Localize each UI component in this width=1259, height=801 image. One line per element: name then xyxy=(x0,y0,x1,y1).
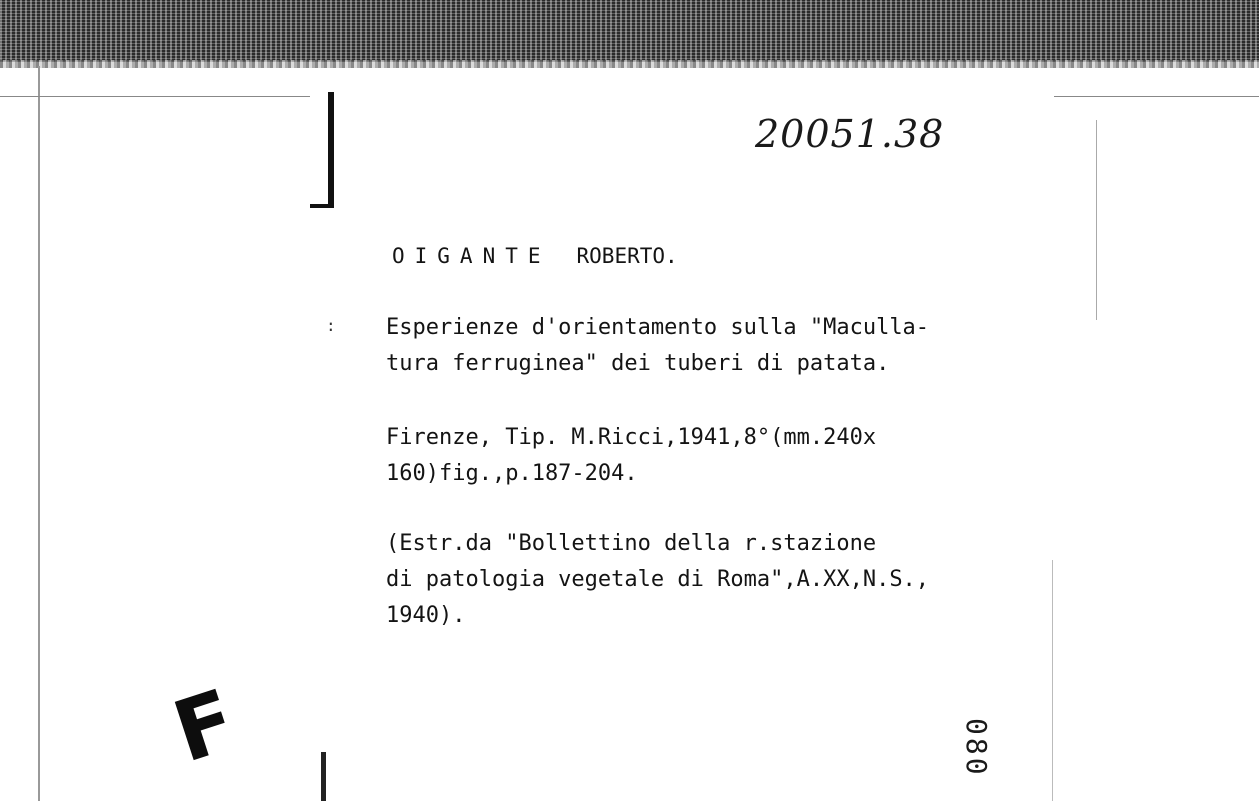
author-heading xyxy=(392,244,678,268)
author-surname: OIGANTE xyxy=(392,244,551,268)
extract-line: di patologia vegetale di Roma",A.XX,N.S., xyxy=(386,567,930,592)
bracket-mark xyxy=(328,92,334,208)
margin-tick: : xyxy=(326,316,336,335)
bottom-edge-mark xyxy=(321,752,326,801)
imprint-line: Firenze, Tip. M.Ricci,1941,8°(mm.240x xyxy=(386,425,877,450)
title-block xyxy=(386,310,929,382)
top-rule-left xyxy=(0,96,310,97)
title-line: tura ferruginea" dei tuberi di patata. xyxy=(386,351,890,376)
left-margin-line xyxy=(38,66,40,801)
title-line: Esperienze d'orientamento sulla "Maculla- xyxy=(386,315,930,340)
extract-block xyxy=(386,526,929,634)
shelf-mark-handwritten: 20051.38 xyxy=(755,112,945,156)
right-margin-line xyxy=(1096,120,1097,320)
imprint-line: 160)fig.,p.187-204. xyxy=(386,461,638,486)
imprint-block xyxy=(386,420,876,492)
scan-edge-band xyxy=(0,0,1259,62)
side-serial-number: 080 xyxy=(960,718,993,778)
right-edge-line xyxy=(1052,560,1053,801)
author-given-name: ROBERTO. xyxy=(576,244,678,268)
stamp-letter: F xyxy=(162,670,248,782)
extract-line: 1940). xyxy=(386,603,466,628)
extract-line: (Estr.da "Bollettino della r.stazione xyxy=(386,531,877,556)
top-rule-right xyxy=(1054,96,1259,97)
bracket-foot xyxy=(310,204,334,208)
